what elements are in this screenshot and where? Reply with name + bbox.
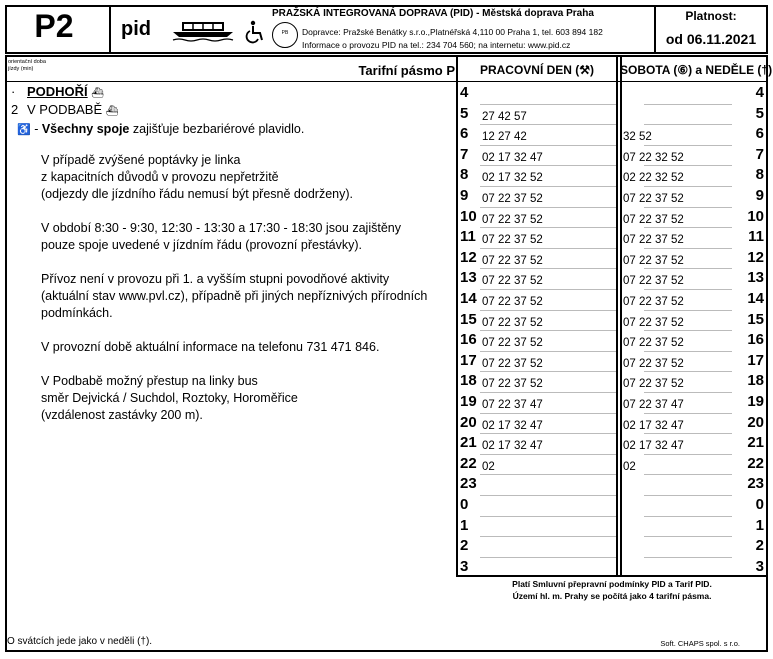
hour-label-left: 14: [460, 290, 477, 307]
hour-label-right: 16: [747, 331, 764, 349]
weekend-minutes: 07 22 37 52: [623, 234, 684, 247]
weekday-minutes: 07 22 37 52: [482, 213, 543, 226]
hour-label-right: 21: [747, 434, 764, 452]
hour-label-left: 16: [460, 331, 477, 349]
row-divider: [480, 268, 616, 269]
hour-label-left: 1: [460, 516, 469, 534]
timetable-row: [456, 104, 768, 125]
hour-label-left: 10: [460, 207, 477, 225]
hour-label-left: 9: [460, 187, 469, 204]
pbs-logo-icon: PB: [272, 22, 298, 48]
hour-label-right: 15: [747, 310, 764, 328]
row-divider: [480, 474, 616, 475]
hour-label-right: 8: [755, 166, 764, 184]
note-line: podmínkách.: [41, 306, 113, 320]
timetable-row: [456, 351, 768, 372]
row-divider: [480, 145, 616, 146]
row-divider: [480, 227, 616, 228]
operator-line: Dopravce: Pražské Benátky s.r.o.,Platnéřská 4,110 00 Praha 1, tel. 603 894 182: [302, 27, 603, 37]
hour-label-left: 22: [460, 454, 477, 472]
timetable-row: [456, 207, 768, 228]
row-divider: [480, 124, 616, 125]
timetable-row: [456, 268, 768, 289]
timetable-row: [456, 83, 768, 104]
hour-label-right: 3: [755, 557, 764, 575]
row-divider: [480, 495, 616, 496]
row-divider: [644, 165, 732, 166]
hour-label-right: 9: [755, 187, 764, 204]
hour-label-right: 17: [747, 351, 764, 369]
weekend-minutes: 07 22 37 52: [623, 378, 684, 391]
row-divider: [480, 371, 616, 372]
validity-label: Platnost:: [685, 9, 737, 23]
holiday-note: O svátcích jede jako v neděli (†).: [7, 636, 153, 647]
stop-name: V PODBABĚ: [27, 102, 103, 117]
weekday-minutes: 02 17 32 52: [482, 172, 543, 185]
hour-label-left: 2: [460, 537, 469, 555]
pid-logo: pid: [121, 18, 151, 40]
weekday-minutes: 12 27 42: [482, 131, 527, 144]
row-divider: [644, 104, 732, 105]
wheelchair-note-rest: zajišťuje bezbariérové plavidlo.: [129, 122, 305, 136]
hour-label-right: 12: [747, 248, 764, 266]
weekend-minutes: 02 17 32 47: [623, 440, 684, 453]
hour-label-left: 11: [460, 228, 476, 246]
hour-label-left: 12: [460, 248, 477, 266]
weekday-minutes: 07 22 37 52: [482, 357, 543, 370]
weekday-minutes: 07 22 37 52: [482, 296, 543, 308]
hour-label-right: 6: [755, 125, 764, 143]
wheelchair-note: [17, 121, 304, 139]
hour-label-right: 11: [748, 228, 764, 246]
row-divider: [644, 433, 732, 434]
row-divider: [480, 413, 616, 414]
weekday-minutes: 07 22 37 52: [482, 378, 543, 391]
weekday-minutes: 07 22 37 47: [482, 399, 543, 411]
row-divider: [644, 145, 732, 146]
stop-current: [11, 84, 118, 102]
hour-label-left: 18: [460, 372, 477, 390]
hour-label-right: 4: [755, 84, 764, 101]
hour-label-right: 13: [747, 269, 764, 287]
note-paragraph: [41, 339, 451, 356]
row-divider: [644, 474, 732, 475]
hour-label-left: 15: [460, 310, 477, 328]
left-header-divider: [6, 81, 457, 82]
timetable-row: [456, 392, 768, 413]
hour-label-right: 5: [755, 104, 764, 122]
weekday-minutes: 02 17 32 47: [482, 419, 543, 432]
ferry-small-icon: ⛴: [91, 88, 104, 99]
row-divider: [644, 207, 732, 208]
row-divider: [644, 124, 732, 125]
timetable-row: [456, 124, 768, 145]
note-paragraph: [41, 373, 451, 424]
hour-label-right: 0: [755, 496, 764, 513]
hour-label-left: 19: [460, 393, 477, 410]
hour-label-right: 7: [755, 145, 764, 163]
hour-label-right: 23: [747, 475, 764, 493]
note-line: (vzdálenost zastávky 200 m).: [41, 408, 203, 422]
row-divider: [480, 186, 616, 187]
stop-time: 2: [11, 102, 19, 117]
note-paragraph: [41, 271, 451, 322]
timetable-row: [456, 495, 768, 516]
row-divider: [644, 392, 732, 393]
hour-label-right: 10: [747, 207, 764, 225]
row-divider: [644, 557, 732, 558]
row-divider: [644, 536, 732, 537]
operator-title: PRAŽSKÁ INTEGROVANÁ DOPRAVA (PID) - Městská doprava Praha: [272, 8, 594, 19]
hour-label-left: 21: [460, 434, 477, 452]
hour-label-left: 13: [460, 269, 477, 287]
note-line: V období 8:30 - 9:30, 12:30 - 13:30 a 17:30 - 18:30 jsou zajištěny: [41, 221, 401, 235]
hour-label-right: 20: [747, 413, 764, 431]
weekend-minutes: 07 22 37 47: [623, 399, 684, 411]
software-credit: Soft. CHAPS spol. s r.o.: [660, 639, 740, 648]
weekend-minutes: 07 22 37 52: [623, 213, 684, 226]
conditions-block: [456, 578, 768, 602]
weekday-header: PRACOVNÍ DEN (⚒): [479, 63, 595, 77]
notes-block: [41, 152, 451, 424]
weekend-header: SOBOTA (⑥) a NEDĚLE (†): [620, 63, 773, 77]
hour-label-left: 6: [460, 125, 469, 143]
stop-name: PODHOŘÍ: [27, 84, 88, 99]
hour-label-left: 20: [460, 413, 477, 431]
info-line: Informace o provozu PID na tel.: 234 704 560; na internetu: www.pid.cz: [302, 40, 571, 50]
stop-time: ·: [11, 84, 16, 99]
line-number: P2: [34, 8, 74, 44]
timetable-header-divider: [456, 81, 768, 82]
timetable-row: [456, 227, 768, 248]
row-divider: [644, 289, 732, 290]
row-divider: [480, 289, 616, 290]
weekday-minutes: 07 22 37 52: [482, 316, 543, 329]
timetable-row: [456, 186, 768, 207]
row-divider: [644, 186, 732, 187]
hour-label-right: 19: [747, 393, 764, 410]
timetable-row: [456, 310, 768, 331]
timetable-row: [456, 454, 768, 475]
wheelchair-icon: [245, 20, 265, 44]
timetable-row: [456, 516, 768, 537]
wheelchair-small-icon: ♿: [17, 124, 31, 136]
hour-label-left: 0: [460, 496, 469, 513]
row-divider: [480, 433, 616, 434]
note-line: z kapacitních důvodů v provozu nepřetržitě: [41, 170, 279, 184]
weekday-minutes: 02 17 32 47: [482, 440, 543, 453]
weekend-minutes: 07 22 32 52: [623, 151, 684, 164]
weekday-minutes: 07 22 37 52: [482, 337, 543, 350]
note-line: pouze spoje uvedené v jízdním řádu (provozní přestávky).: [41, 238, 363, 252]
note-line: Přívoz není v provozu při 1. a vyšším stupni povodňové aktivity: [41, 272, 390, 286]
travel-time-label: orientační doba jízdy (min): [8, 59, 46, 72]
row-divider: [480, 454, 616, 455]
weekend-minutes: 07 22 37 52: [623, 296, 684, 308]
row-divider: [644, 516, 732, 517]
row-divider: [480, 104, 616, 105]
hour-label-right: 18: [747, 372, 764, 390]
weekend-minutes: 02 22 32 52: [623, 172, 684, 185]
row-divider: [480, 516, 616, 517]
weekend-minutes: 07 22 37 52: [623, 275, 684, 288]
hour-label-right: 1: [755, 516, 764, 534]
timetable-row: [456, 330, 768, 351]
timetable-row: [456, 557, 768, 578]
ferry-small-icon: ⛴: [105, 106, 119, 117]
row-divider: [480, 536, 616, 537]
weekday-minutes: 02: [482, 460, 495, 473]
note-line: V případě zvýšené poptávky je linka: [41, 153, 241, 167]
note-line: V provozní době aktuální informace na telefonu 731 471 846.: [41, 340, 380, 354]
weekday-minutes: 07 22 37 52: [482, 254, 543, 267]
weekend-minutes: 02: [623, 460, 636, 473]
weekend-minutes: 07 22 37 52: [623, 337, 684, 350]
row-divider: [480, 248, 616, 249]
hour-label-left: 8: [460, 166, 469, 184]
row-divider: [480, 557, 616, 558]
hour-label-right: 2: [755, 537, 764, 555]
stop-list: [11, 84, 118, 120]
row-divider: [480, 351, 616, 352]
timetable-row: [456, 248, 768, 269]
timetable-row: [456, 536, 768, 557]
stop-next: [11, 102, 118, 120]
hour-label-left: 3: [460, 557, 469, 575]
weekday-minutes: 07 22 37 52: [482, 234, 543, 247]
row-divider: [644, 495, 732, 496]
weekend-minutes: 07 22 37 52: [623, 316, 684, 329]
note-line: směr Dejvická / Suchdol, Roztoky, Horoměřice: [41, 391, 298, 405]
wheelchair-note-prefix: -: [34, 122, 39, 136]
hour-label-left: 23: [460, 475, 477, 493]
row-divider: [644, 310, 732, 311]
weekday-minutes: 07 22 37 52: [482, 193, 543, 205]
zone-label: Tarifní pásmo P: [358, 63, 455, 78]
note-line: V Podbabě možný přestup na linky bus: [41, 374, 258, 388]
timetable-row: [456, 474, 768, 495]
condition-line: Území hl. m. Prahy se počítá jako 4 tarifní pásma.: [512, 591, 712, 601]
row-divider: [644, 330, 732, 331]
row-divider: [480, 165, 616, 166]
row-divider: [480, 310, 616, 311]
hour-label-left: 7: [460, 145, 469, 163]
timetable-row: [456, 413, 768, 434]
note-paragraph: [41, 152, 451, 203]
row-divider: [644, 227, 732, 228]
row-divider: [644, 248, 732, 249]
timetable-row: [456, 433, 768, 454]
row-divider: [480, 392, 616, 393]
row-divider: [480, 207, 616, 208]
weekend-minutes: 02 17 32 47: [623, 419, 684, 432]
validity-date: od 06.11.2021: [665, 31, 757, 47]
weekday-minutes: 27 42 57: [482, 110, 527, 123]
row-divider: [644, 351, 732, 352]
weekend-minutes: 07 22 37 52: [623, 357, 684, 370]
weekday-minutes: 07 22 37 52: [482, 275, 543, 288]
hour-label-left: 4: [460, 84, 469, 101]
timetable-row: [456, 165, 768, 186]
note-line: (odjezdy dle jízdního řádu nemusí být přesně dodrženy).: [41, 187, 353, 201]
weekend-minutes: 07 22 37 52: [623, 193, 684, 205]
timetable-row: [456, 145, 768, 166]
row-divider: [644, 454, 732, 455]
timetable-row: [456, 289, 768, 310]
weekday-minutes: 02 17 32 47: [482, 151, 543, 164]
hour-label-left: 5: [460, 104, 469, 122]
weekend-minutes: 32 52: [623, 131, 652, 144]
row-divider: [644, 371, 732, 372]
ferry-icon: [171, 20, 235, 42]
note-line: (aktuální stav www.pvl.cz), případně při jiných nepříznivých přírodních: [41, 289, 428, 303]
condition-line: Platí Smluvní přepravní podmínky PID a Tarif PID.: [512, 579, 712, 589]
weekend-minutes: 07 22 37 52: [623, 254, 684, 267]
wheelchair-note-bold: Všechny spoje: [41, 122, 130, 136]
row-divider: [480, 330, 616, 331]
row-divider: [644, 268, 732, 269]
row-divider: [644, 413, 732, 414]
hour-label-right: 22: [747, 454, 764, 472]
hour-label-right: 14: [747, 290, 764, 307]
hour-label-left: 17: [460, 351, 477, 369]
timetable-row: [456, 371, 768, 392]
note-paragraph: [41, 220, 451, 254]
